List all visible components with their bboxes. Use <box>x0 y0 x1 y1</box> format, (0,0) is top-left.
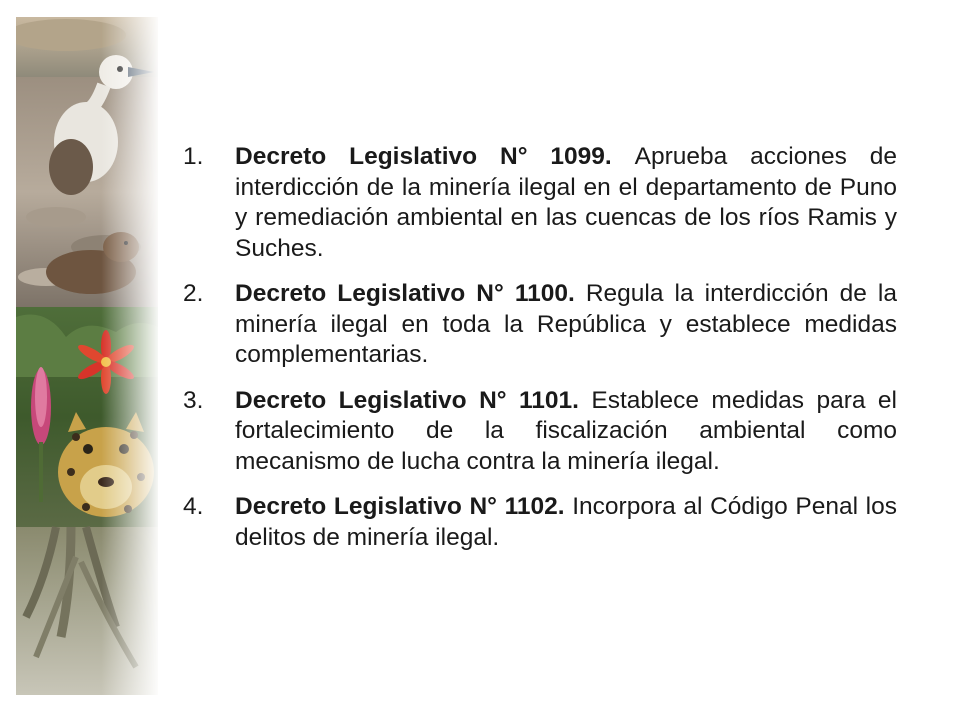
decree-title: Decreto Legislativo N° 1099. <box>235 143 635 170</box>
list-number: 2. <box>183 280 204 307</box>
decree-item-1100 <box>183 279 897 371</box>
decree-description: Establece medidas para el fortalecimiento de la fiscalización ambiental como mecanismo de lucha contra la minería ilegal. <box>235 386 897 475</box>
decree-item-1099 <box>183 142 897 264</box>
list-number: 4. <box>183 493 204 520</box>
decree-description: Aprueba acciones de interdicción de la minería ilegal en el departamento de Puno y remediación ambiental en las cuencas de los ríos Ramis y Suches. <box>235 143 897 262</box>
list-number: 3. <box>183 386 204 414</box>
list-number: 1. <box>183 143 204 170</box>
decree-description: Regula la interdicción de la minería ilegal en toda la República y establece medidas complementarias. <box>235 280 897 368</box>
decree-item-1102 <box>183 492 897 553</box>
decree-description: Incorpora al Código Penal los delitos de minería ilegal. <box>235 493 897 551</box>
decree-title: Decreto Legislativo N° 1101. <box>235 386 592 414</box>
decree-title: Decreto Legislativo N° 1100. <box>235 280 586 307</box>
decree-list <box>183 142 897 568</box>
nature-collage-strip <box>16 17 158 695</box>
decree-item-1101 <box>183 386 897 478</box>
decree-title: Decreto Legislativo N° 1102. <box>235 493 573 520</box>
